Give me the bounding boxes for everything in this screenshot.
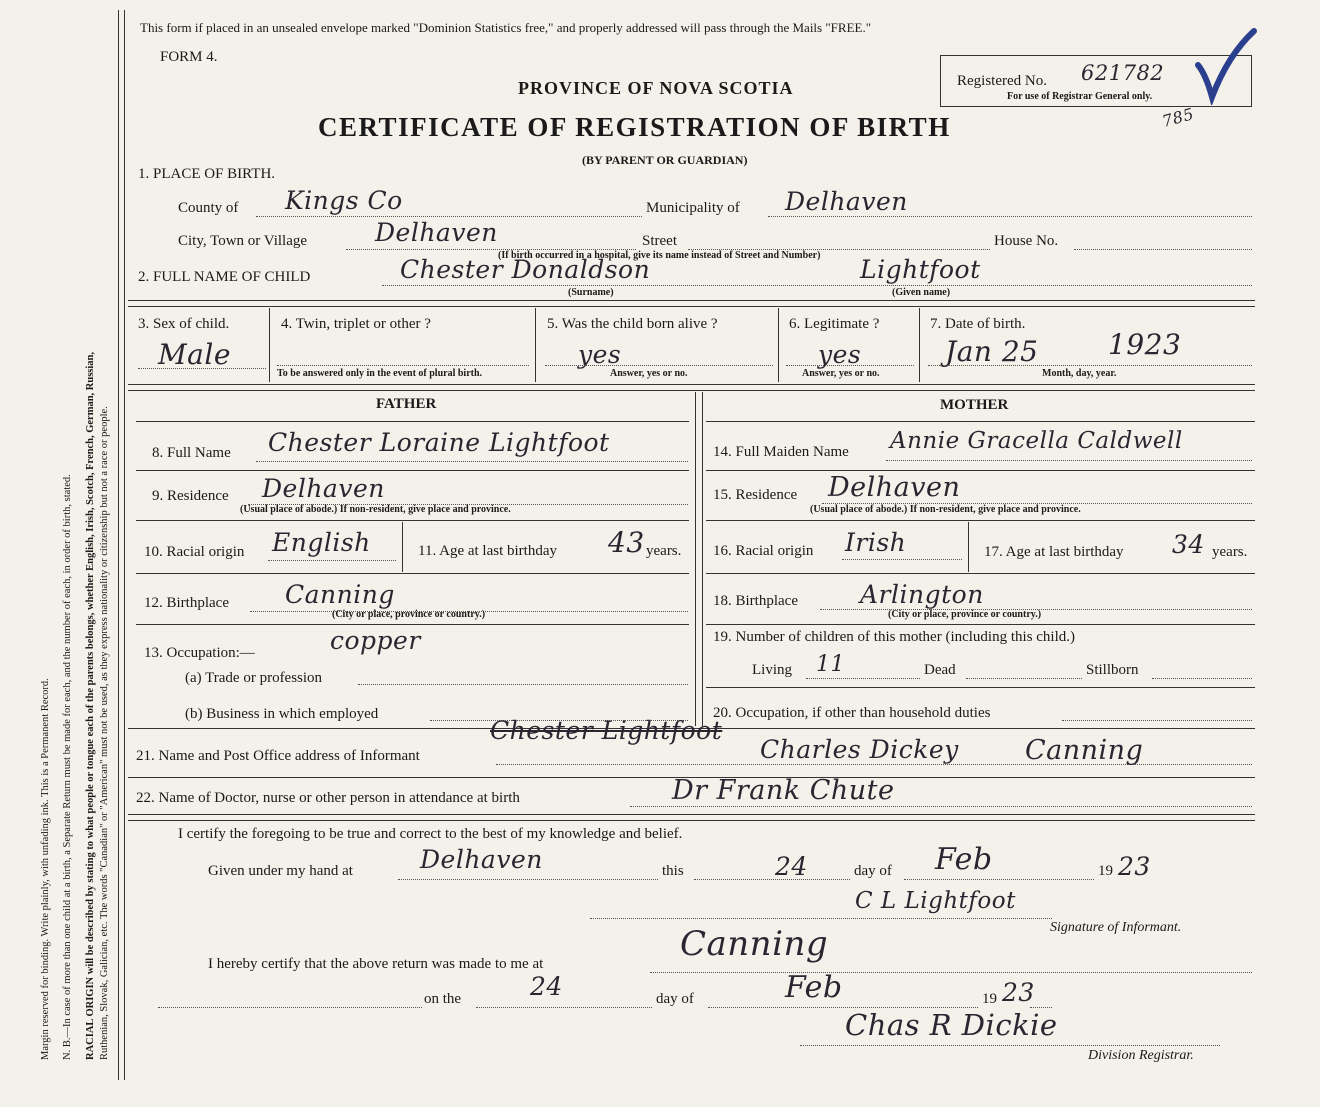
- dob-label: 7. Date of birth.: [930, 316, 1026, 332]
- margin-note-2: N. B.—In case of more than one child at a birth, a Separate Return must be made for each, and the number of each, in order of birth, stated.: [62, 474, 73, 1060]
- father-residence-value: Delhaven: [262, 474, 385, 503]
- certify-statement: I certify the foregoing to be true and correct to the best of my knowledge and belief.: [178, 826, 683, 842]
- legitimate-label: 6. Legitimate ?: [789, 316, 880, 332]
- municipality-label: Municipality of: [646, 200, 740, 216]
- certificate-title: CERTIFICATE OF REGISTRATION OF BIRTH: [318, 112, 951, 142]
- given-month: Feb: [935, 842, 993, 877]
- mother-children-label: 19. Number of children of this mother (including this child.): [713, 629, 1076, 645]
- registrar-day-of-label: day of: [656, 991, 694, 1007]
- father-age-label: 11. Age at last birthday: [418, 543, 557, 559]
- mother-birthplace-note: (City or place, province or country.): [888, 609, 1042, 620]
- given-year-prefix: 19: [1098, 863, 1113, 879]
- father-name-value: Chester Loraine Lightfoot: [268, 428, 610, 457]
- margin-number: 785: [1160, 104, 1196, 131]
- living-label: Living: [752, 662, 792, 678]
- mother-name-label: 14. Full Maiden Name: [713, 444, 849, 460]
- father-name-label: 8. Full Name: [152, 445, 231, 461]
- registrar-year-prefix: 19: [982, 991, 997, 1007]
- alive-note: Answer, yes or no.: [610, 368, 688, 379]
- mother-birthplace-label: 18. Birthplace: [713, 593, 798, 609]
- dob-year: 1923: [1108, 328, 1182, 361]
- registered-label: Registered No.: [957, 73, 1047, 89]
- mother-residence-label: 15. Residence: [713, 487, 798, 503]
- county-label: County of: [178, 200, 239, 216]
- on-the-label: on the: [424, 991, 462, 1007]
- mother-occupation-label: 20. Occupation, if other than household duties: [713, 705, 991, 721]
- twin-label: 4. Twin, triplet or other ?: [281, 316, 431, 332]
- given-under-label: Given under my hand at: [208, 863, 353, 879]
- check-mark-icon: [1190, 25, 1260, 105]
- signature-of-informant-label: Signature of Informant.: [1050, 920, 1182, 935]
- place-of-birth-label: 1. PLACE OF BIRTH.: [138, 166, 276, 182]
- father-birthplace-label: 12. Birthplace: [144, 595, 229, 611]
- father-trade-label: (a) Trade or profession: [185, 670, 323, 686]
- informant-address: Canning: [1025, 735, 1144, 766]
- given-day: 24: [775, 852, 808, 881]
- this-label: this: [662, 863, 684, 879]
- child-surname-value: Lightfoot: [860, 255, 981, 284]
- registrar-note: For use of Registrar General only.: [1007, 91, 1153, 102]
- stillborn-label: Stillborn: [1086, 662, 1139, 678]
- city-label: City, Town or Village: [178, 233, 308, 249]
- legitimate-note: Answer, yes or no.: [802, 368, 880, 379]
- doctor-name: Dr Frank Chute: [672, 775, 895, 806]
- alive-label: 5. Was the child born alive ?: [547, 316, 718, 332]
- municipality-value: Delhaven: [785, 187, 908, 216]
- margin-border-left: [118, 10, 119, 1080]
- father-birthplace-value: Canning: [285, 580, 395, 609]
- margin-note-3: RACIAL ORIGIN will be described by stating to what people or tongue each of the parents belongs, whether English, Irish, Scotch, French, German, Russian,: [85, 351, 96, 1060]
- father-age-value: 43: [608, 526, 645, 559]
- registrar-day: 24: [530, 972, 563, 1001]
- father-age-years: years.: [646, 543, 682, 559]
- margin-border-right: [124, 10, 125, 1080]
- mother-heading: MOTHER: [940, 397, 1009, 413]
- mother-residence-note: (Usual place of abode.) If non-resident, give place and province.: [810, 504, 1081, 515]
- street-label: Street: [642, 233, 677, 249]
- dob-note: Month, day, year.: [1042, 368, 1117, 379]
- alive-value: yes: [578, 340, 622, 369]
- doctor-label: 22. Name of Doctor, nurse or other person in attendance at birth: [136, 790, 520, 806]
- informant-label: 21. Name and Post Office address of Informant: [136, 748, 420, 764]
- living-value: 11: [816, 652, 845, 677]
- city-value: Delhaven: [375, 218, 498, 247]
- form-number: FORM 4.: [160, 49, 218, 65]
- twin-note: To be answered only in the event of plural birth.: [277, 368, 483, 379]
- informant-name: Charles Dickey: [760, 735, 959, 764]
- house-no-label: House No.: [994, 233, 1059, 249]
- father-racial-value: English: [272, 528, 371, 557]
- given-year: 23: [1118, 852, 1151, 881]
- mother-name-value: Annie Gracella Caldwell: [890, 428, 1183, 454]
- father-birthplace-note: (City or place, province or country.): [332, 609, 486, 620]
- registered-number: 621782: [1081, 61, 1165, 85]
- father-heading: FATHER: [376, 396, 437, 412]
- province-heading: PROVINCE OF NOVA SCOTIA: [518, 78, 794, 98]
- child-name-value: Chester Donaldson: [400, 255, 651, 284]
- registrar-signature: Chas R Dickie: [845, 1008, 1058, 1042]
- mother-age-value: 34: [1172, 530, 1205, 559]
- mother-racial-label: 16. Racial origin: [713, 543, 814, 559]
- certificate-subtitle: (BY PARENT OR GUARDIAN): [582, 153, 748, 167]
- given-place: Delhaven: [420, 845, 543, 874]
- sex-value: Male: [158, 338, 231, 371]
- registrar-statement: I hereby certify that the above return was made to me at: [208, 956, 544, 972]
- division-registrar-label: Division Registrar.: [1088, 1048, 1194, 1063]
- father-occupation-label: 13. Occupation:—: [144, 645, 255, 661]
- father-racial-label: 10. Racial origin: [144, 544, 245, 560]
- county-value: Kings Co: [285, 186, 403, 215]
- postal-notice: This form if placed in an unsealed envelope marked "Dominion Statistics free," and properly addressed will pass through the Mails "FREE.": [140, 20, 872, 35]
- informant-struck: Chester Lightfoot: [490, 716, 723, 745]
- registrar-month: Feb: [785, 970, 843, 1005]
- surname-note: (Surname): [568, 287, 614, 298]
- margin-note-4: Ruthenian, Slovak, Galician, etc. The words "Canadian" or "American" must not be used, as they express nationality or citizenship but not a race or people.: [99, 406, 110, 1060]
- sex-label: 3. Sex of child.: [138, 316, 230, 332]
- father-occupation-value: copper: [330, 626, 421, 655]
- mother-age-years: years.: [1212, 544, 1248, 560]
- mother-residence-value: Delhaven: [828, 472, 961, 503]
- given-name-note: (Given name): [892, 287, 951, 298]
- mother-racial-value: Irish: [845, 528, 907, 557]
- legitimate-value: yes: [818, 340, 862, 369]
- margin-note-1: Margin reserved for binding. Write plainly, with unfading ink. This is a Permanent Record.: [40, 678, 51, 1060]
- hospital-note: (If birth occurred in a hospital, give its name instead of Street and Number): [498, 250, 821, 261]
- registrar-place: Canning: [680, 924, 829, 964]
- father-business-label: (b) Business in which employed: [185, 706, 379, 722]
- mother-birthplace-value: Arlington: [860, 580, 984, 609]
- informant-signature: C L Lightfoot: [855, 888, 1016, 914]
- father-residence-label: 9. Residence: [152, 488, 229, 504]
- registrar-year: 23: [1002, 978, 1035, 1007]
- dob-value: Jan 25: [945, 335, 1039, 368]
- dead-label: Dead: [924, 662, 956, 678]
- child-name-label: 2. FULL NAME OF CHILD: [138, 269, 311, 285]
- father-residence-note: (Usual place of abode.) If non-resident, give place and province.: [240, 504, 511, 515]
- given-day-of-label: day of: [854, 863, 892, 879]
- mother-age-label: 17. Age at last birthday: [984, 544, 1124, 560]
